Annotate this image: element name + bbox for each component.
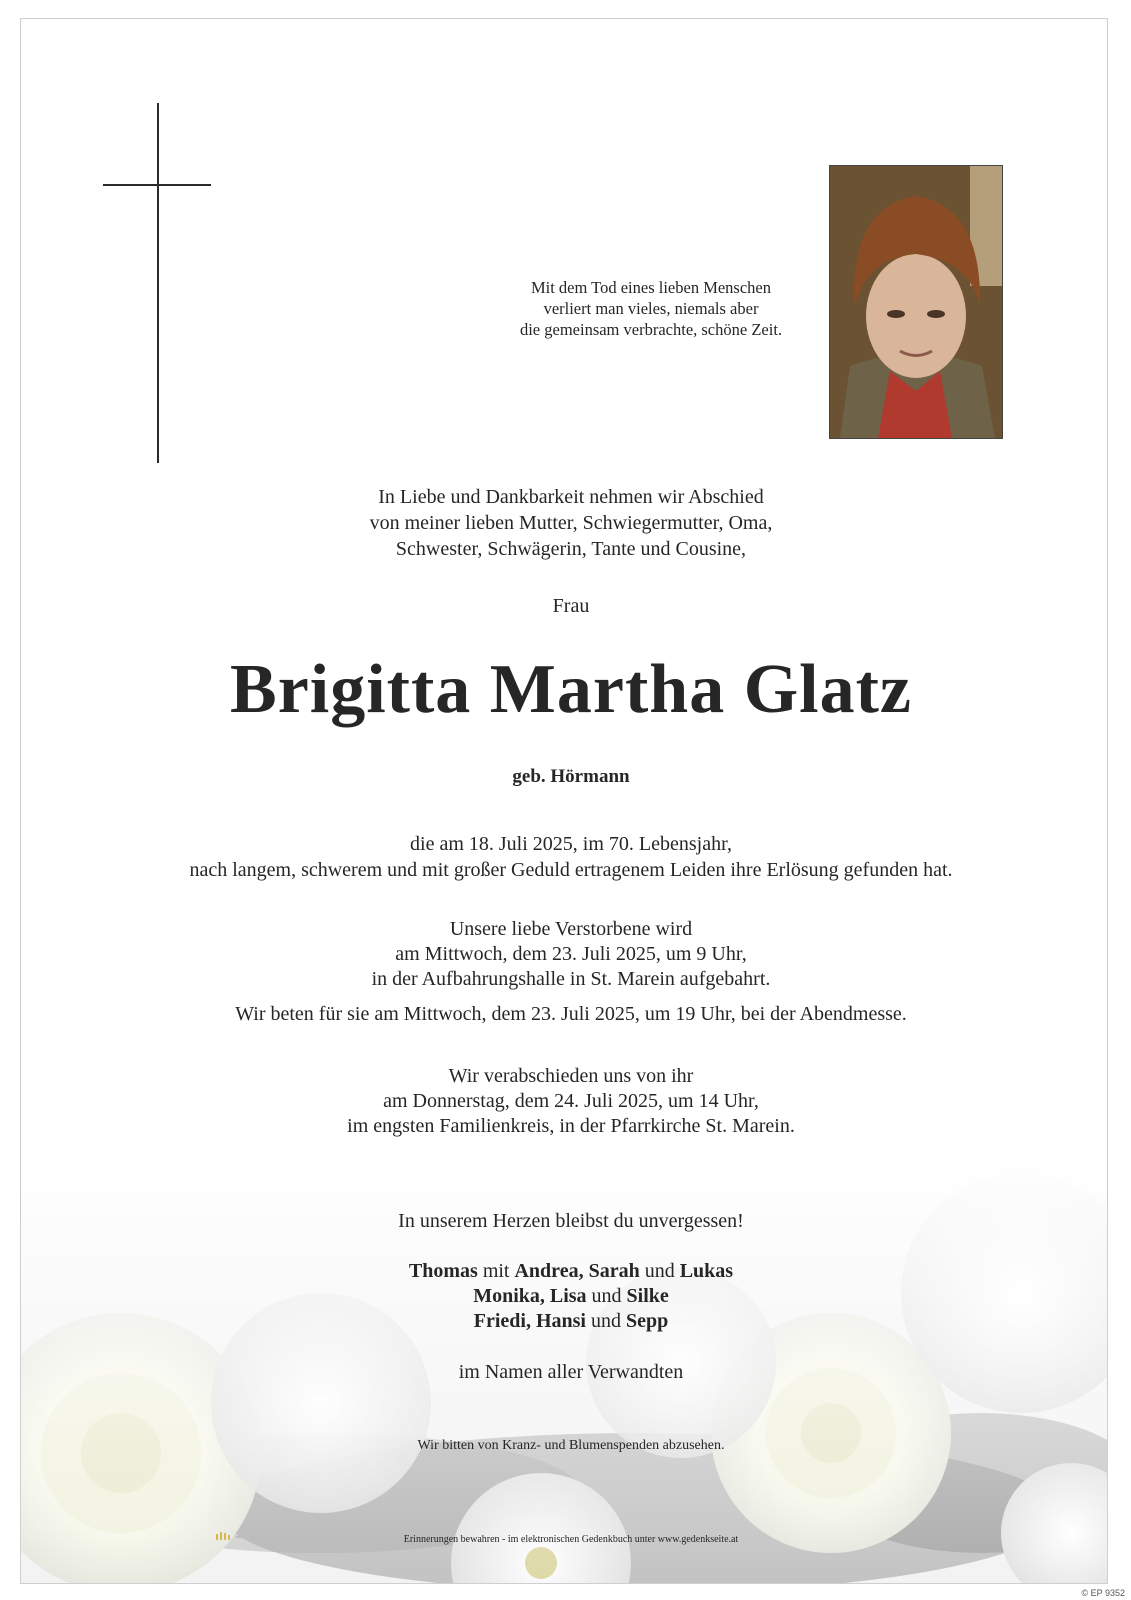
deceased-name: Brigitta Martha Glatz bbox=[230, 651, 912, 728]
quote-line: die gemeinsam verbrachte, schöne Zeit. bbox=[519, 320, 783, 339]
parte-sheet bbox=[20, 18, 1108, 1584]
no-flowers-request: Wir bitten von Kranz- und Blumenspenden abzusehen. bbox=[417, 1438, 725, 1453]
memorial-book-note: Erinnerungen bewahren - im elektronischen Gedenkbuch unter www.gedenkseite.at bbox=[403, 1534, 739, 1545]
wake-line: am Mittwoch, dem 23. Juli 2025, um 9 Uhr, bbox=[395, 943, 747, 965]
death-notice bbox=[61, 831, 1081, 883]
cross-horizontal-bar bbox=[103, 184, 211, 186]
intro-line: von meiner lieben Mutter, Schwiegermutter, Oma, bbox=[369, 512, 773, 534]
funeral-line: Wir verabschieden uns von ihr bbox=[448, 1065, 694, 1087]
quote-line: verliert man vieles, niemals aber bbox=[543, 299, 759, 318]
mourner-name: Thomas bbox=[408, 1260, 478, 1282]
mourner-name: Friedi, Hansi bbox=[473, 1310, 586, 1332]
connector: und bbox=[585, 1310, 626, 1332]
prayer-notice: Wir beten für sie am Mittwoch, dem 23. Juli 2025, um 19 Uhr, bei der Abendmesse. bbox=[235, 1003, 907, 1025]
document-code: © EP 9352 bbox=[1081, 1588, 1125, 1598]
quote bbox=[481, 277, 821, 340]
funeral-line: im engsten Familienkreis, in der Pfarrkirche St. Marein. bbox=[347, 1115, 795, 1137]
relatives-line: im Namen aller Verwandten bbox=[458, 1361, 684, 1383]
salutation: Frau bbox=[552, 595, 590, 617]
mourner-name: Sepp bbox=[625, 1310, 669, 1332]
funeral-notice bbox=[221, 1064, 921, 1139]
connector: und bbox=[639, 1260, 680, 1282]
maiden-name: geb. Hörmann bbox=[512, 766, 630, 787]
mourners-line bbox=[221, 1309, 921, 1334]
mourners-line bbox=[221, 1284, 921, 1309]
mourners-line bbox=[221, 1259, 921, 1284]
funeral-line: am Donnerstag, dem 24. Juli 2025, um 14 Uhr, bbox=[383, 1090, 759, 1112]
portrait-photo bbox=[829, 165, 1003, 439]
mourners-list bbox=[221, 1259, 921, 1334]
intro-line: Schwester, Schwägerin, Tante und Cousine, bbox=[395, 538, 747, 560]
connector: und bbox=[586, 1285, 627, 1307]
mourner-name: Silke bbox=[626, 1285, 669, 1307]
death-line: nach langem, schwerem und mit großer Geduld ertragenem Leiden ihre Erlösung gefunden hat. bbox=[189, 859, 953, 881]
farewell-intro bbox=[221, 484, 921, 562]
connector: mit bbox=[477, 1260, 515, 1282]
death-line: die am 18. Juli 2025, im 70. Lebensjahr, bbox=[410, 833, 732, 855]
mourner-name: Andrea, Sarah bbox=[514, 1260, 640, 1282]
mourner-name: Lukas bbox=[679, 1260, 734, 1282]
remembrance-line: In unserem Herzen bleibst du unvergessen! bbox=[398, 1210, 744, 1232]
wake-line: in der Aufbahrungshalle in St. Marein aufgebahrt. bbox=[371, 968, 771, 990]
publisher-logo-icon bbox=[216, 1532, 276, 1542]
quote-line: Mit dem Tod eines lieben Menschen bbox=[530, 278, 772, 297]
intro-line: In Liebe und Dankbarkeit nehmen wir Abschied bbox=[378, 486, 764, 508]
mourner-name: Monika, Lisa bbox=[473, 1285, 587, 1307]
cross-vertical-bar bbox=[157, 103, 159, 463]
lying-in-state-notice bbox=[221, 917, 921, 992]
wake-line: Unsere liebe Verstorbene wird bbox=[449, 918, 693, 940]
